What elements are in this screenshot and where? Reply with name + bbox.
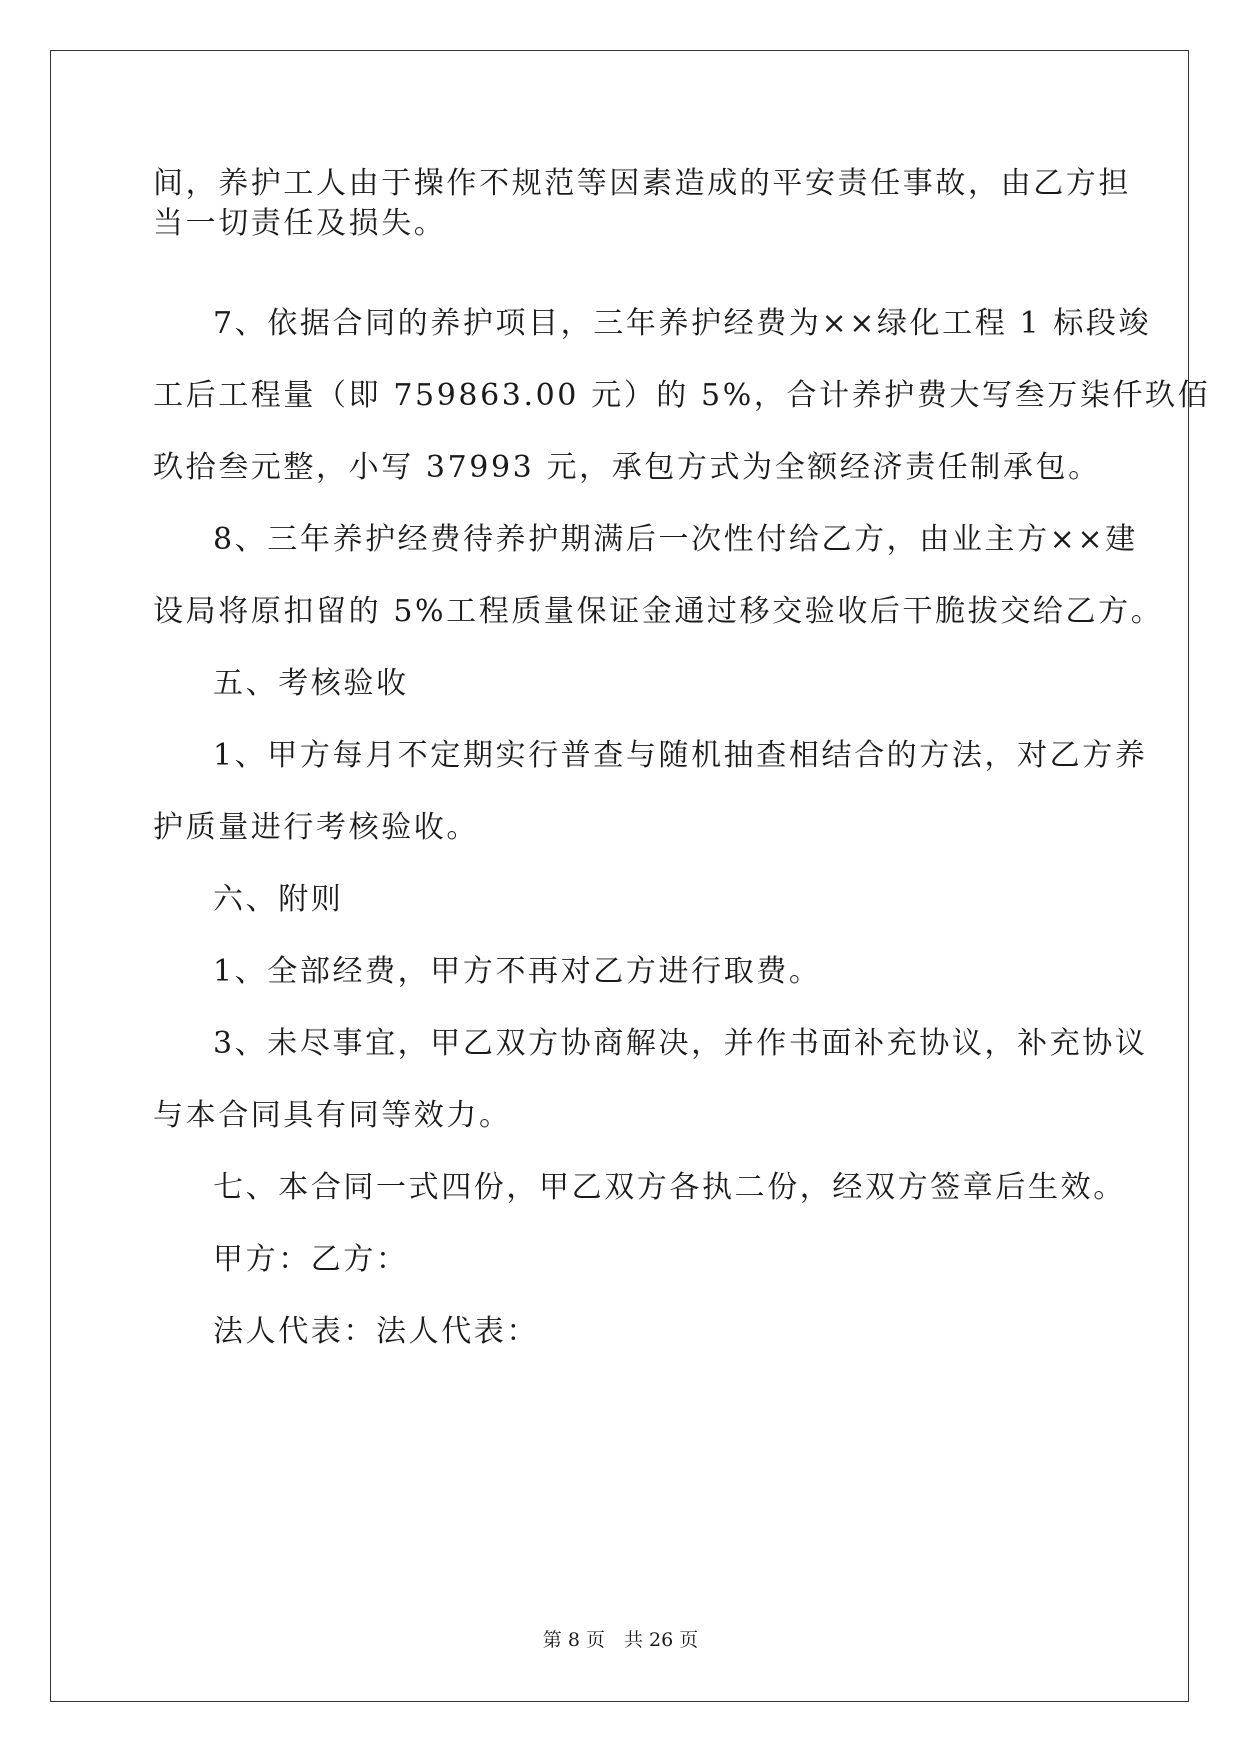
text-line: 间，养护工人由于操作不规范等因素造成的平安责任事故，由乙方担 bbox=[153, 166, 1131, 201]
clause-8-line-1: 8、三年养护经费待养护期满后一次性付给乙方，由业主方××建 bbox=[213, 522, 1138, 557]
section-7-text: 七、本合同一式四份，甲乙双方各执二份，经双方签章后生效。 bbox=[213, 1170, 1126, 1205]
clause-7-line-3: 玖拾叁元整，小写 37993 元，承包方式为全额经济责任制承包。 bbox=[153, 450, 1101, 485]
section-6-clause-3-line-2: 与本合同具有同等效力。 bbox=[153, 1098, 512, 1133]
section-heading-6: 六、附则 bbox=[213, 882, 344, 917]
section-5-clause-1-line-2: 护质量进行考核验收。 bbox=[153, 810, 479, 845]
clause-7-line-2: 工后工程量（即 759863.00 元）的 5%，合计养护费大写叁万柒仟玖佰 bbox=[153, 378, 1211, 413]
page-border bbox=[50, 50, 1189, 1702]
clause-7-line-1: 7、依据合同的养护项目，三年养护经费为××绿化工程 1 标段竣 bbox=[213, 306, 1152, 341]
page-number: 第 8 页 共 26 页 bbox=[542, 1629, 699, 1651]
clause-8-line-2: 设局将原扣留的 5%工程质量保证金通过移交验收后干脆拔交给乙方。 bbox=[153, 594, 1164, 629]
text-line: 当一切责任及损失。 bbox=[153, 206, 447, 241]
section-5-clause-1-line-1: 1、甲方每月不定期实行普查与随机抽查相结合的方法，对乙方养 bbox=[213, 738, 1148, 773]
section-6-clause-1: 1、全部经费，甲方不再对乙方进行取费。 bbox=[213, 954, 822, 989]
parties-line: 甲方：乙方： bbox=[213, 1242, 409, 1277]
section-6-clause-3-line-1: 3、未尽事宜，甲乙双方协商解决，并作书面补充协议，补充协议 bbox=[213, 1026, 1148, 1061]
legal-representatives-line: 法人代表：法人代表： bbox=[213, 1314, 539, 1349]
section-heading-5: 五、考核验收 bbox=[213, 666, 409, 701]
